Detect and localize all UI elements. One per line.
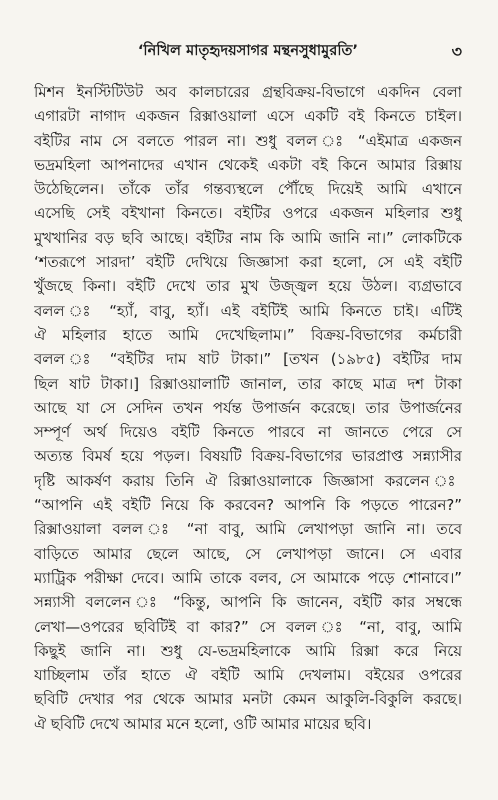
text-line: উঠেছিলেন। তাঁকে তাঁর গন্তব্যস্থলে পৌঁছে দিয়েই আমি এখানে — [34, 180, 462, 199]
text-line: ভদ্রমহিলা আপনাদের এখান থেকেই একটা বই কিনে আমার রিক্সায় — [34, 155, 462, 174]
running-header — [34, 40, 462, 62]
text-line: সম্পূর্ণ অর্থ দিয়েও বইটি কিনতে পারবে না জানতে পেরে সে — [34, 423, 462, 442]
text-line: ‘শতরূপে সারদা’ বইটি দেখিয়ে জিজ্ঞাসা করা হলো, সে এই বইটি — [34, 253, 462, 272]
text-line: বাড়িতে আমার ছেলে আছে, সে লেখাপড়া জানে। সে এবার — [34, 544, 462, 563]
text-line: ছবিটি দেখার পর থেকে আমার মনটা কেমন আকুলি-বিকুলি করছে। — [34, 690, 462, 709]
text-line: যাচ্ছিলাম তাঁর হাতে ঐ বইটি আমি দেখলাম। বইয়ের ওপরের — [34, 666, 462, 685]
text-line: “আপনি এই বইটি নিয়ে কি করবেন? আপনি কি পড়তে পারেন?” — [34, 496, 462, 515]
text-line: এসেছি সেই বইখানা কিনতে। বইটির ওপরে একজন মহিলার শুধু — [34, 204, 462, 223]
text-line: ছিল ষাট টাকা।] রিক্সাওয়ালাটি জানাল, তার কাছে মাত্র দশ টাকা — [34, 374, 462, 393]
text-line: বইটির নাম সে বলতে পারল না। শুধু বলল ঃ “এইমাত্র একজন — [34, 131, 462, 150]
text-line: ঐ ছবিটি দেখে আমার মনে হলো, ওটি আমার মায়ের ছবি। — [34, 714, 372, 733]
text-line: অত্যন্ত বিমর্ষ হয়ে পড়ল। বিষয়টি বিক্রয়-বিভাগের ভারপ্রাপ্ত সন্ন্যাসীর — [34, 447, 462, 466]
text-line: বলল ঃ “হ্যাঁ, বাবু, হ্যাঁ। এই বইটিই আমি কিনতে চাই। এটিই — [34, 301, 462, 320]
body-text — [34, 80, 462, 736]
text-line: লেখা—ওপরের ছবিটিই বা কার?” সে বলল ঃ “না, বাবু, আমি — [34, 617, 462, 636]
text-line: রিক্সাওয়ালা বলল ঃ “না বাবু, আমি লেখাপড়া জানি না। তবে — [34, 520, 462, 539]
text-line: খুঁজছে কিনা। বইটি দেখে তার মুখ উজ্জ্বল হয়ে উঠল। ব্যগ্রভাবে — [34, 277, 462, 296]
text-line: দৃষ্টি আকর্ষণ করায় তিনি ঐ রিক্সাওয়ালাকে জিজ্ঞাসা করলেন ঃ — [34, 471, 462, 490]
text-line: কিছুই জানি না। শুধু যে-ভদ্রমহিলাকে আমি রিক্সা করে নিয়ে — [34, 641, 462, 660]
page-number: ৩ — [451, 42, 462, 61]
text-line: মুখখানির বড় ছবি আছে। বইটির নাম কি আমি জানি না।” লোকটিকে — [34, 228, 462, 247]
chapter-title: ‘নিখিল মাতৃহৃদয়সাগর মন্থনসুধামুরতি’ — [137, 43, 359, 59]
text-line: আছে যা সে সেদিন তখন পর্যন্ত উপার্জন করেছে। তার উপার্জনের — [34, 398, 462, 417]
text-line: ঐ মহিলার হাতে আমি দেখেছিলাম।” বিক্রয়-বিভাগের কর্মচারী — [34, 325, 462, 344]
text-line: সন্ন্যাসী বললেন ঃ “কিন্তু, আপনি কি জানেন, বইটি কার সম্বন্ধে — [34, 593, 462, 612]
text-line: মিশন ইনস্টিটিউট অব কালচারের গ্রন্থবিক্রয়-বিভাগে একদিন বেলা — [34, 83, 462, 101]
text-line: এগারটা নাগাদ একজন রিক্সাওয়ালা এসে একটি বই কিনতে চাইল। — [34, 107, 462, 126]
text-line: ম্যাট্রিক পরীক্ষা দেবে। আমি তাকে বলব, সে আমাকে পড়ে শোনাবে।” — [34, 568, 462, 587]
text-line: বলল ঃ “বইটির দাম ষাট টাকা।” [তখন (১৯৮৫) বইটির দাম — [34, 350, 462, 369]
